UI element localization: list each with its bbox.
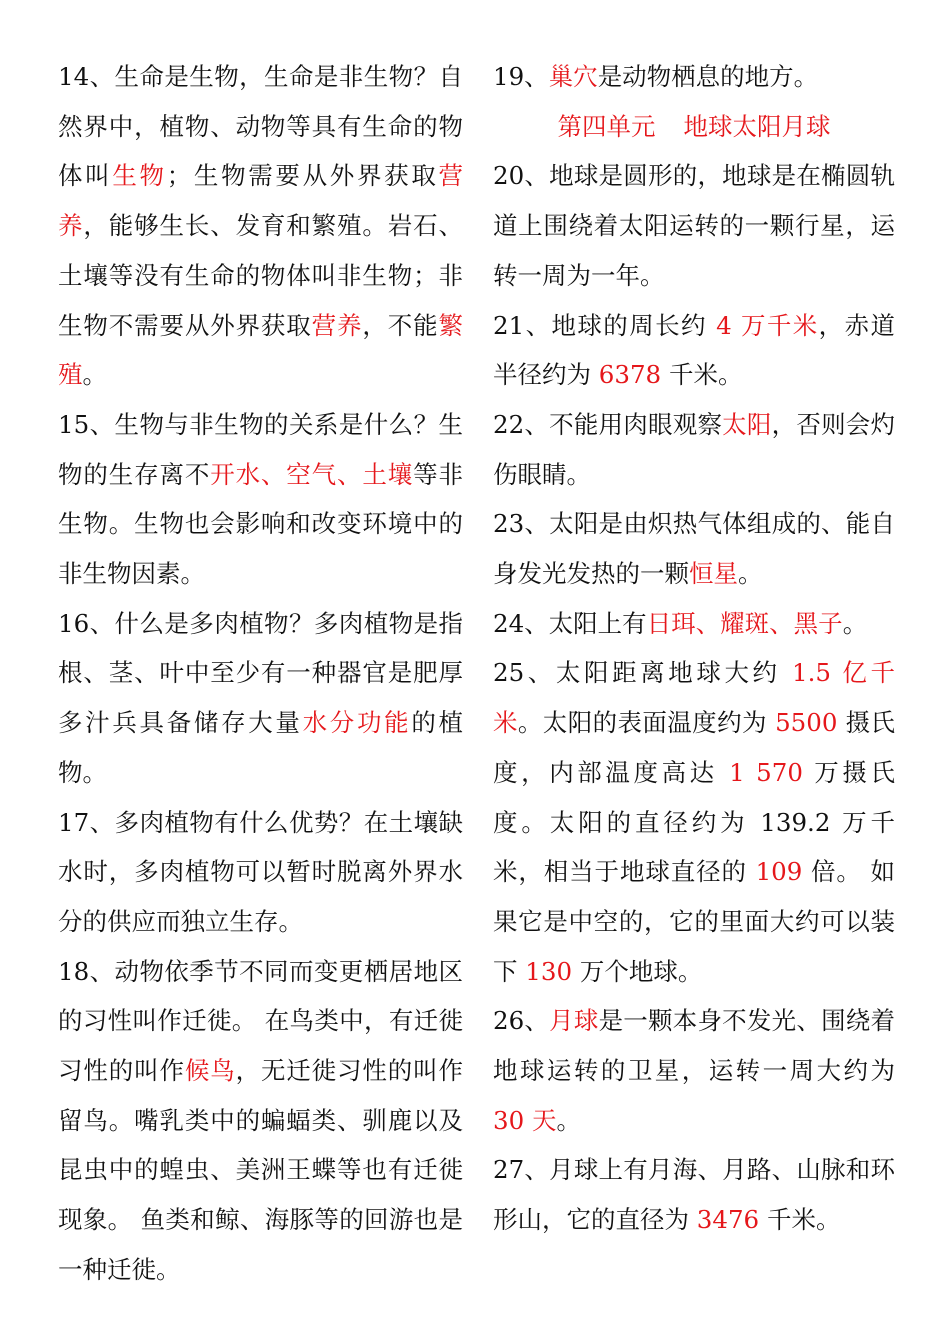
highlighted-term: 6378: [598, 360, 662, 390]
highlighted-term: 3476: [696, 1205, 760, 1235]
highlighted-term: 1 570: [729, 757, 803, 787]
paragraph-item-21: [493, 301, 895, 400]
text-segment: 摄氏度，内部温度高达: [493, 708, 896, 787]
text-segment: 万个地球。: [572, 956, 703, 986]
text-segment: 千米。: [661, 360, 743, 390]
text-segment: 16、什么是多肉植物？多肉植物是指根、茎、叶中至少有一种器官是肥厚多汁兵具备储存大量: [58, 608, 463, 738]
highlighted-term: 太阳: [722, 409, 772, 439]
highlighted-term: 恒星: [689, 559, 738, 589]
highlighted-term: 130: [525, 956, 573, 986]
highlighted-term: 繁殖: [58, 310, 464, 390]
highlighted-term: 5500: [775, 708, 838, 738]
text-segment: 14、生命是生物，生命是非生物？自然界中，植物、动物等具有生命的物体叫: [58, 62, 463, 191]
highlighted-term: 109: [755, 857, 803, 887]
unit-heading: [493, 102, 895, 152]
text-segment: 22、不能用肉眼观察: [493, 409, 723, 439]
paragraph-item-27: [493, 1145, 895, 1244]
text-segment: 15、生物与非生物的关系是什么？生物的生存离不: [58, 409, 463, 489]
highlighted-term: 巢穴: [548, 62, 598, 91]
text-segment: 。: [82, 360, 107, 390]
text-segment: ，不能: [362, 310, 439, 340]
paragraph-item-16: [58, 599, 463, 798]
text-segment: 。太阳的表面温度约为: [517, 708, 776, 738]
text-segment: 24、太阳上有: [493, 608, 647, 638]
text-segment: ，能够生长、发育和繁殖。岩石、土壤等没有生命的物体叫非生物；非生物不需要从外界获取: [58, 211, 464, 340]
highlighted-term: 4 万千米: [716, 310, 819, 340]
paragraph-item-26: [493, 996, 895, 1145]
paragraph-item-20: [493, 151, 895, 300]
highlighted-term: 开水、空气、土壤: [210, 459, 414, 489]
paragraph-item-18: [58, 947, 463, 1295]
text-segment: 是一颗本身不发光、围绕着地球运转的卫星，运转一周大约为: [493, 1006, 896, 1086]
highlighted-term: 候鸟: [184, 1056, 236, 1086]
text-segment: 。: [738, 559, 763, 589]
text-segment: 21、地球的周长约: [493, 310, 717, 340]
text-segment: 26、: [493, 1006, 550, 1036]
highlighted-term: 生物: [112, 161, 167, 191]
highlighted-term: 营养: [58, 161, 464, 241]
text-segment: 倍。 如果它是中空的，它的里面大约可以装下: [493, 857, 895, 986]
text-segment: 等非生物。生物也会影响和改变环境中的非生物因素。: [58, 459, 464, 589]
highlighted-term: 水分功能: [302, 708, 412, 738]
paragraph-item-14: [58, 52, 463, 400]
text-segment: 是动物栖息的地方。: [597, 62, 819, 91]
highlighted-term: 日珥、耀斑、黑子: [646, 608, 843, 638]
text-segment: ，否则会灼伤眼睛。: [493, 409, 896, 489]
paragraph-item-23: [493, 499, 895, 598]
paragraph-item-22: [493, 400, 895, 499]
highlighted-term: 1.5 亿千米: [493, 658, 895, 738]
paragraph-item-25: [493, 648, 895, 996]
unit-heading-title: 地球太阳月球: [683, 111, 831, 141]
text-segment: 20、地球是圆形的，地球是在椭圆轨道上围绕着太阳运转的一颗行星，运转一周为一年。: [493, 161, 895, 290]
right-column: [493, 52, 895, 1245]
highlighted-term: 营养: [311, 310, 363, 340]
text-segment: ；生物需要从外界获取: [166, 161, 439, 191]
paragraph-item-19: [493, 52, 895, 102]
text-segment: 。: [842, 608, 868, 638]
text-segment: ，赤道半径约为: [493, 310, 895, 390]
paragraph-item-15: [58, 400, 463, 599]
left-column: [58, 52, 463, 1295]
text-segment: ，无迁徙习性的叫作留鸟。嘴乳类中的蝙蝠类、驯鹿以及昆虫中的蝗虫、美洲王蝶等也有迁徙现象。 鱼类和鲸、海豚等的回游也是一种迁徙。: [58, 1056, 464, 1284]
text-segment: 18、动物依季节不同而变更栖居地区的习性叫作迁徙。 在鸟类中，有迁徙习性的叫作: [58, 956, 463, 1086]
highlighted-term: 30 天: [493, 1105, 557, 1135]
text-segment: 19、: [493, 62, 549, 91]
text-segment: 万摄氏度。太阳的直径约为 139.2 万千米，相当于地球直径的: [493, 757, 896, 887]
text-segment: 17、多肉植物有什么优势？在土壤缺水时，多肉植物可以暂时脱离外界水分的供应而独立生存。: [58, 807, 463, 936]
text-segment: 23、太阳是由炽热气体组成的、能自身发光发热的一颗: [493, 509, 895, 589]
text-segment: 千米。: [759, 1205, 841, 1235]
text-segment: 27、月球上有月海、月路、山脉和环形山，它的直径为: [493, 1155, 895, 1235]
highlighted-term: 月球: [549, 1006, 599, 1036]
text-segment: 25、太阳距离地球大约: [493, 658, 793, 688]
unit-heading-number: 第四单元: [557, 111, 656, 141]
paragraph-item-24: [493, 599, 895, 649]
text-segment: 。: [556, 1105, 581, 1135]
paragraph-item-17: [58, 798, 463, 947]
text-segment: 的植物。: [58, 708, 464, 787]
